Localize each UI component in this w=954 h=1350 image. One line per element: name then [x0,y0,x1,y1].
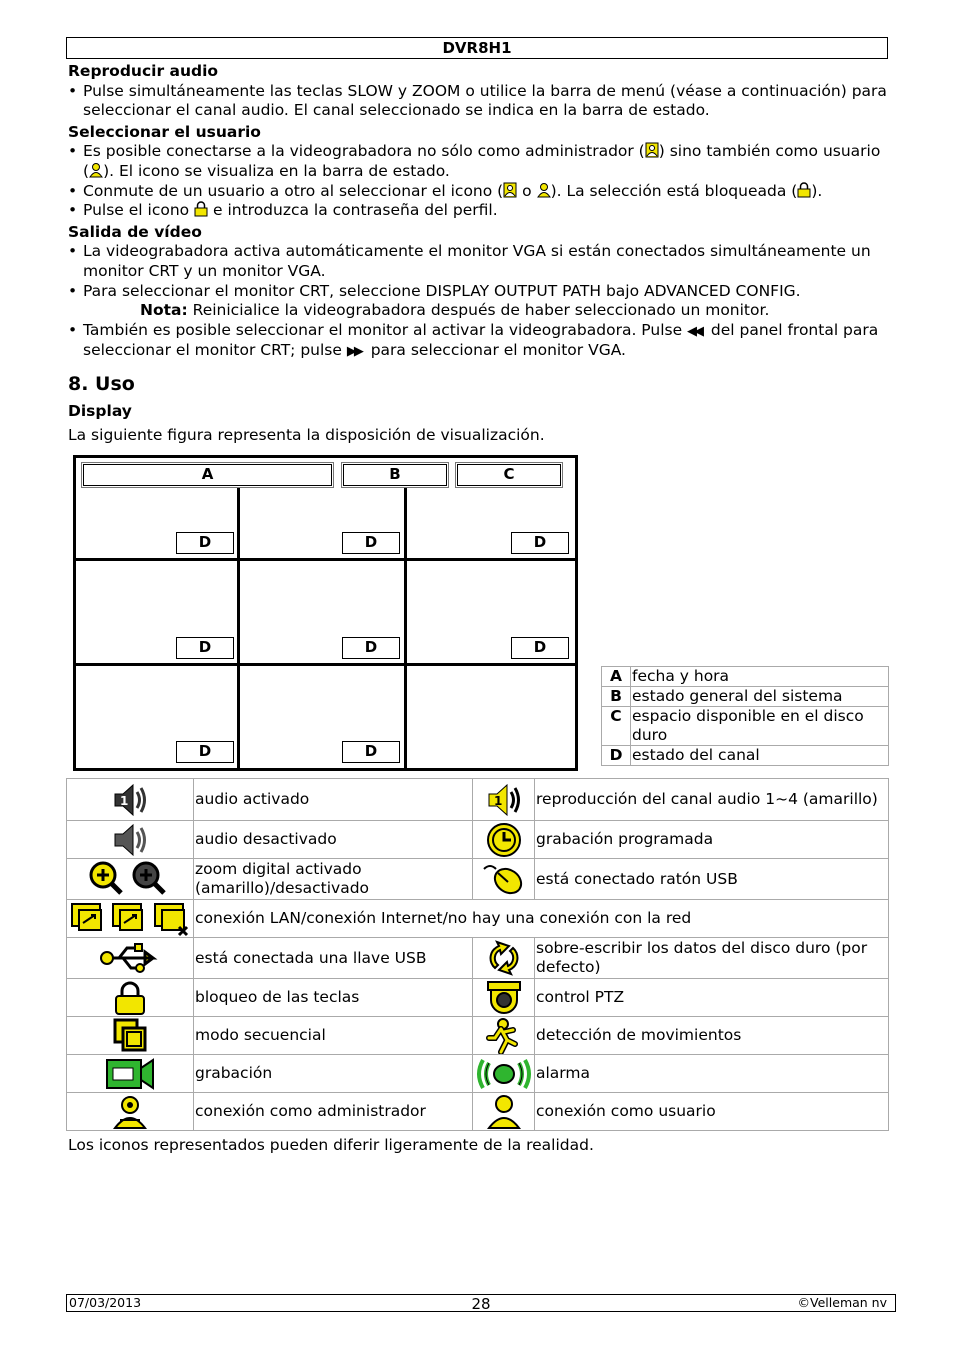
rewind-icon: ◀◀ [687,323,702,339]
icon-row [67,821,889,859]
legend-text: estado del canal [631,746,889,766]
mouse-icon [482,861,526,897]
svg-text:1: 1 [493,793,502,808]
icon-desc: zoom digital activado (amarillo)/desactivado [194,859,473,900]
audio-off-icon [111,822,149,858]
closing-note: Los iconos representados pueden diferir ligeramente de la realidad. [68,1136,594,1154]
legend-key: C [602,707,631,746]
display-intro: La siguiente figura representa la disposición de visualización. [68,425,545,444]
text: ). [811,181,823,200]
video-bullet-2 [68,282,888,321]
user-icon [485,1094,523,1130]
motion-icon [485,1018,523,1054]
audio-list [68,82,888,121]
icon-table [66,778,889,1131]
icon-row [67,900,889,938]
alarm-icon [475,1057,533,1091]
legend-text: espacio disponible en el disco duro [631,707,889,746]
text: Pulse el icono [83,201,195,220]
text: para seleccionar el monitor VGA. [365,341,626,360]
icon-cell [473,1055,535,1093]
icon-desc: audio activado [194,779,473,821]
icon-row [67,859,889,900]
record-camera-icon [105,1056,155,1092]
label-d: D [342,532,400,554]
user-bullet-2 [68,182,888,202]
label-a: A [83,464,332,486]
icon-row [67,779,889,821]
user-bullet-3 [68,201,888,221]
icon-cell [67,821,194,859]
footer-date: 07/03/2013 [69,1295,142,1310]
video-bullet-1: • La videograbadora activa automáticamente el monitor VGA si están conectados simultáneamente un monitor CRT y un monitor VGA. [68,242,888,281]
note-text: Reinicialice la videograbadora después de haber seleccionado un monitor. [187,301,770,320]
text: del panel frontal para seleccionar el monitor CRT; pulse [83,320,879,360]
icon-cell [67,1093,194,1131]
ptz-camera-icon [485,980,523,1016]
audio-bullet: • Pulse simultáneamente las teclas SLOW y ZOOM o utilice la barra de menú (véase a continuación) para seleccionar el canal audio. El canal seleccionado se indica en la barra de estado. [68,82,888,121]
icon-desc: detección de movimientos [535,1017,889,1055]
admin-icon [645,142,659,158]
icon-cell [473,938,535,979]
icon-cell [67,900,194,938]
text: Conmute de un usuario a otro al seleccionar el icono ( [83,181,504,200]
icon-desc: conexión como usuario [535,1093,889,1131]
icon-row [67,1017,889,1055]
sequence-icon [111,1018,149,1054]
icon-cell [67,1055,194,1093]
icon-row [67,979,889,1017]
icon-desc: está conectada una llave USB [194,938,473,979]
label-d: D [176,532,234,554]
label-d: D [511,532,569,554]
icon-desc: conexión como administrador [194,1093,473,1131]
lock-icon [194,201,208,217]
legend-key: B [602,687,631,707]
legend-text: estado general del sistema [631,687,889,707]
network-icon [69,901,191,937]
fast-forward-icon: ▶▶ [346,344,361,360]
icon-desc: grabación programada [535,821,889,859]
section-title-uso: 8. Uso [68,372,135,395]
grid-line [76,558,575,561]
section-title-video: Salida de vídeo [68,222,202,241]
icon-row [67,1055,889,1093]
text: ) sino también como usuario ( [83,142,881,180]
zoom-icon [88,861,172,897]
icon-cell [473,821,535,859]
page-number: 28 [471,1295,491,1313]
keylock-icon [111,980,149,1016]
icon-desc: alarma [535,1055,889,1093]
legend-table [601,666,889,766]
user-list [68,142,888,220]
legend-key: A [602,667,631,687]
section-title-user: Seleccionar el usuario [68,122,261,141]
icon-cell [67,859,194,900]
clock-icon [485,822,523,858]
usb-icon [99,942,161,974]
grid-line [237,488,240,771]
legend-row [602,707,889,746]
label-d: D [342,741,400,763]
icon-desc: está conectado ratón USB [535,859,889,900]
svg-text:1: 1 [120,793,129,808]
legend-text: fecha y hora [631,667,889,687]
admin-icon [503,182,517,198]
document-body [68,60,888,445]
icon-desc: reproducción del canal audio 1~4 (amarillo) [535,779,889,821]
icon-cell [473,979,535,1017]
user-icon [537,182,551,198]
icon-row [67,938,889,979]
icon-row [67,1093,889,1131]
icon-desc: grabación [194,1055,473,1093]
icon-desc: modo secuencial [194,1017,473,1055]
icon-desc: control PTZ [535,979,889,1017]
icon-cell [473,859,535,900]
icon-cell [67,779,194,821]
icon-cell [473,779,535,821]
label-d: D [511,637,569,659]
text: e introduzca la contraseña del perfil. [208,201,498,220]
audio-on-icon [111,782,149,818]
user-bullet-1 [68,142,888,181]
note-label: Nota: [140,301,188,320]
document-header: DVR8H1 [66,37,888,59]
label-c: C [457,464,561,486]
grid-line [76,663,575,666]
label-d: D [342,637,400,659]
page-footer [66,1294,896,1312]
icon-desc: conexión LAN/conexión Internet/no hay una conexión con la red [194,900,889,938]
subsection-title-display: Display [68,401,132,420]
icon-cell [67,938,194,979]
text: Es posible conectarse a la videograbadora no sólo como administrador ( [83,142,645,161]
label-b: B [343,464,447,486]
label-d: D [176,741,234,763]
audio-channel-icon [485,782,523,818]
footer-copyright: ©Velleman nv [797,1295,887,1310]
text: ). La selección está bloqueada ( [550,181,798,200]
icon-desc: sobre-escribir los datos del disco duro (por defecto) [535,938,889,979]
text: También es posible seleccionar el monitor al activar la videograbadora. Pulse [83,320,688,339]
icon-cell [67,979,194,1017]
icon-cell [67,1017,194,1055]
icon-desc: audio desactivado [194,821,473,859]
video-list [68,242,888,362]
text: Para seleccionar el monitor CRT, seleccione DISPLAY OUTPUT PATH bajo ADVANCED CONFIG. [83,281,801,300]
lock-icon [797,182,811,198]
admin-icon [111,1094,149,1130]
user-icon [89,162,103,178]
video-bullet-3 [68,321,888,362]
text: ). El icono se visualiza en la barra de estado. [103,161,450,180]
icon-cell [473,1093,535,1131]
note [83,301,888,321]
display-layout-figure [73,455,578,771]
legend-row [602,746,889,766]
overwrite-icon [485,940,523,976]
grid-line [404,488,407,771]
icon-desc: bloqueo de las teclas [194,979,473,1017]
section-title-audio: Reproducir audio [68,62,219,80]
legend-row [602,667,889,687]
legend-key: D [602,746,631,766]
label-d: D [176,637,234,659]
text: o [517,181,537,200]
icon-cell [473,1017,535,1055]
legend-row [602,687,889,707]
